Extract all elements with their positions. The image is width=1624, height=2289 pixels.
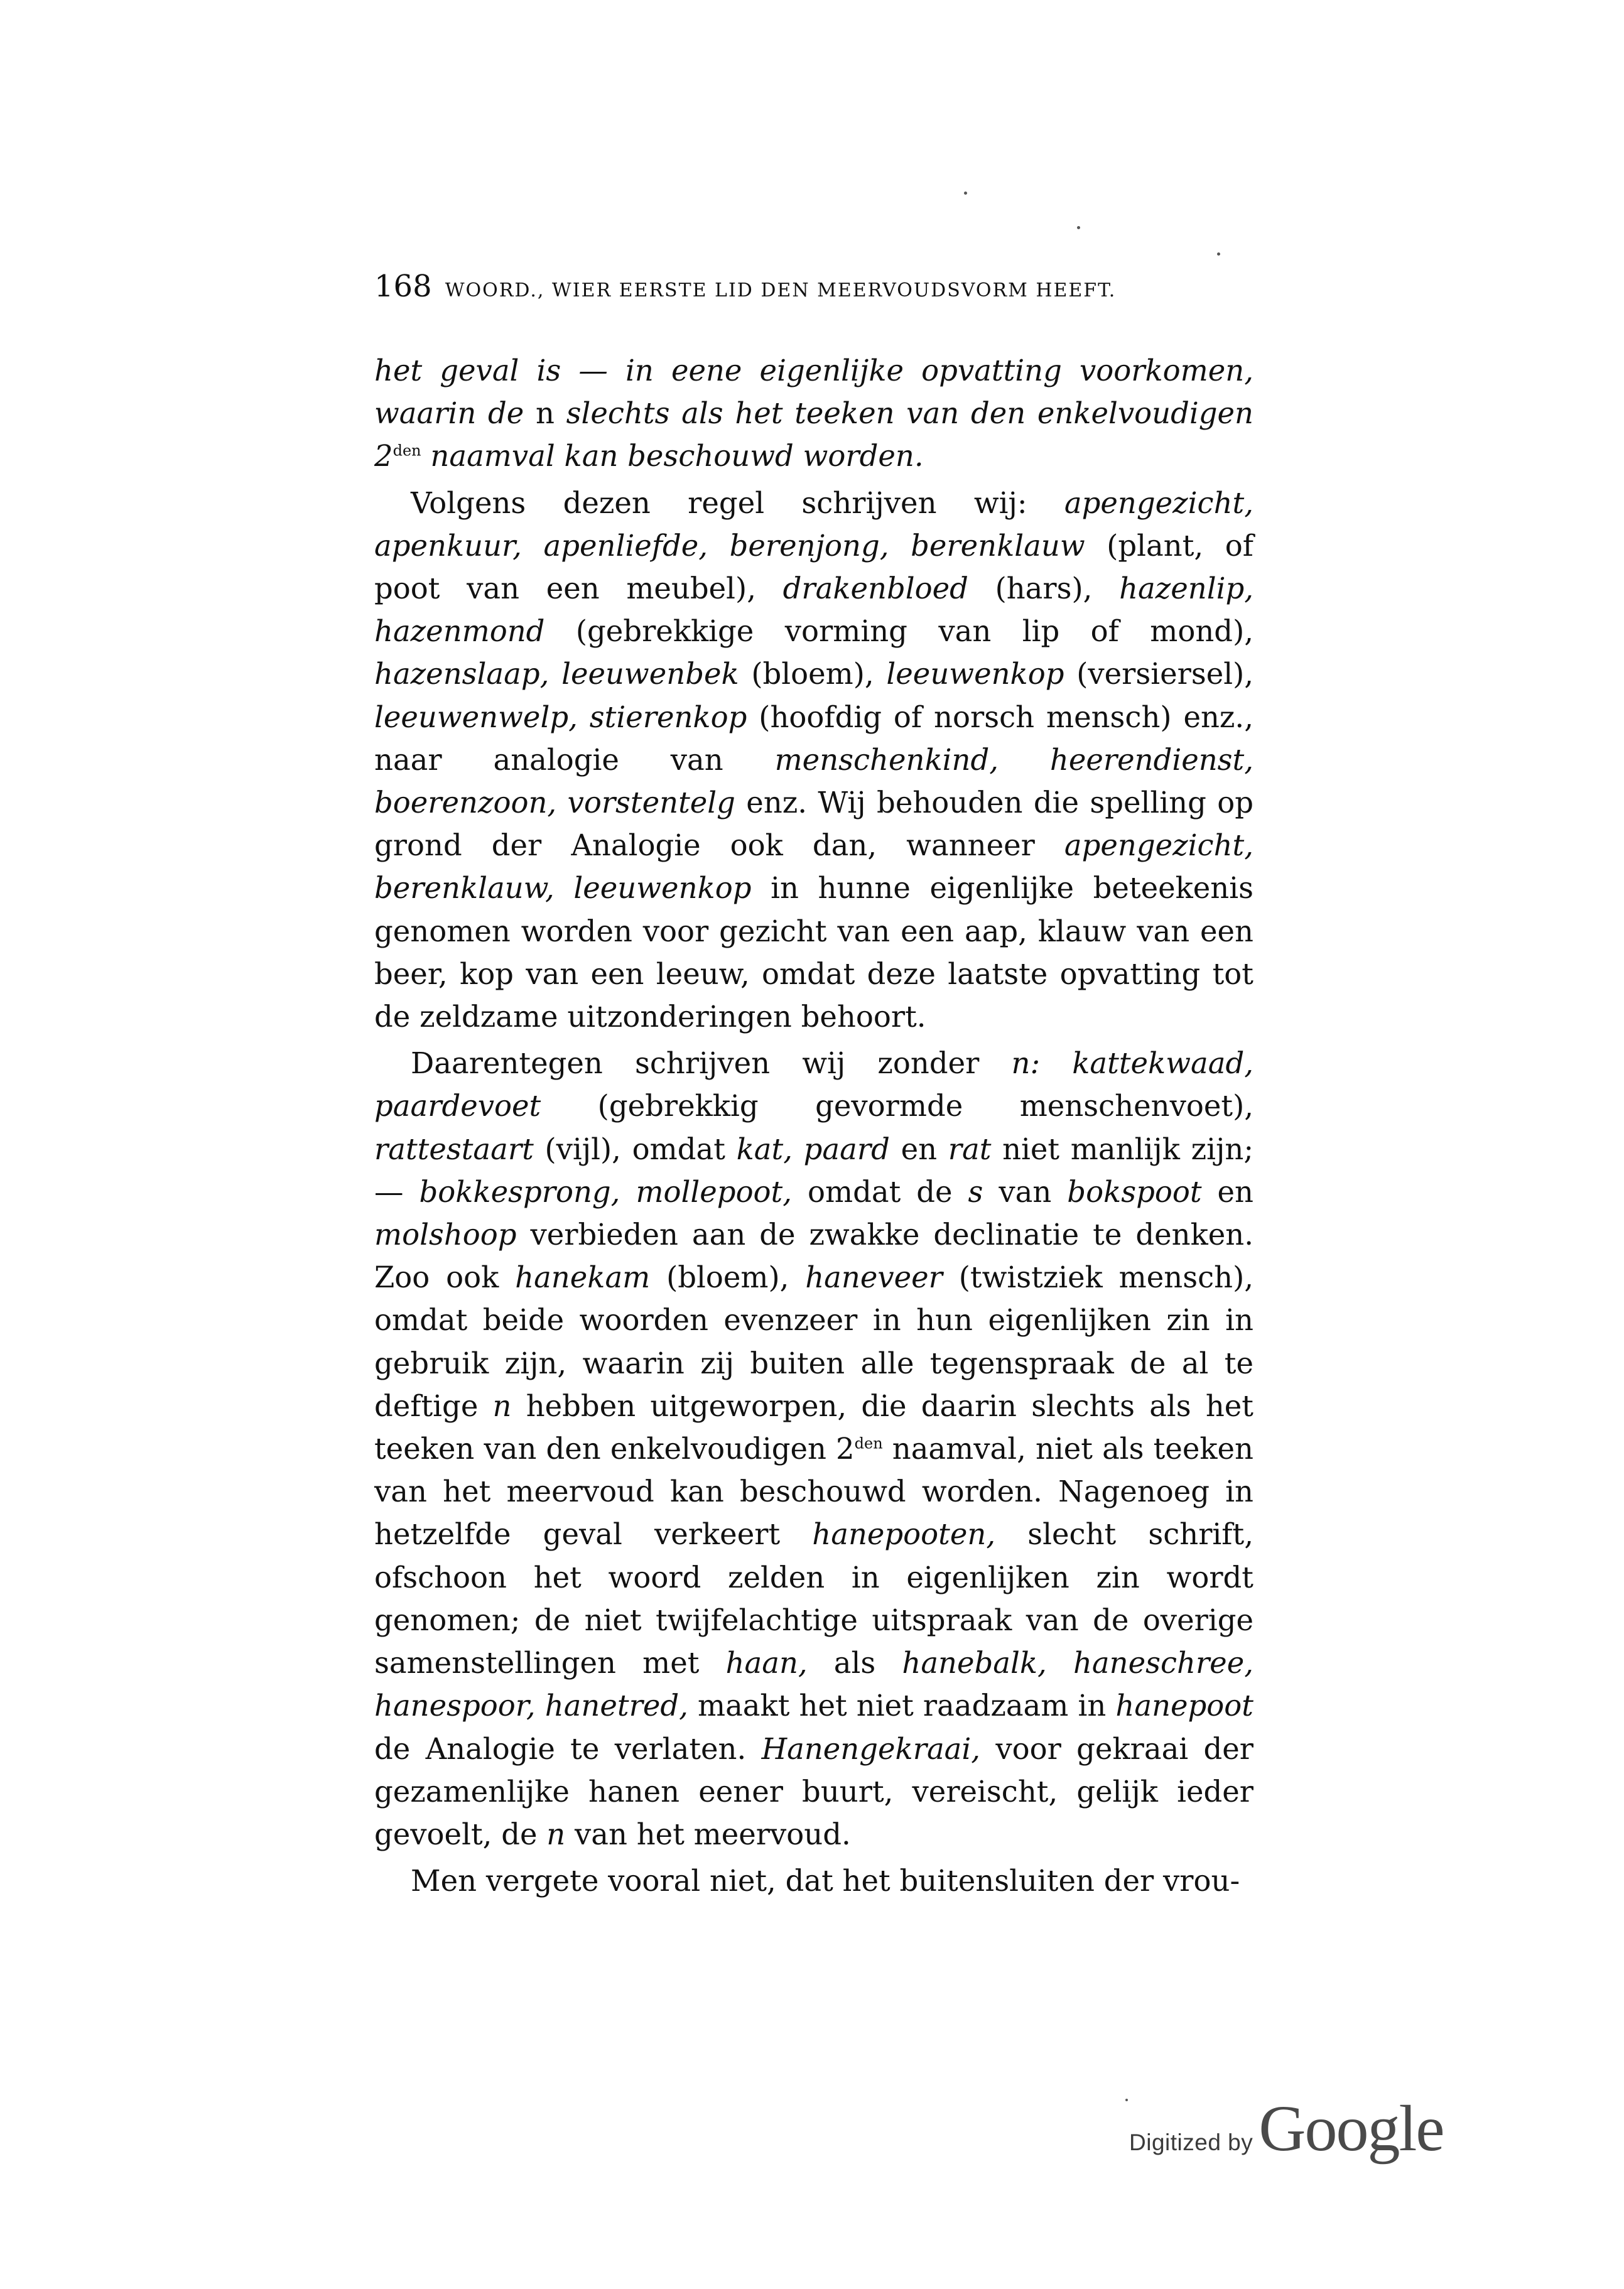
text-span: Daarentegen schrijven wij zonder [411, 1046, 1012, 1081]
page-number: 168 [374, 269, 432, 304]
italic-span: apengezicht, berenklauw, leeuwenkop [374, 828, 1253, 906]
italic-span: rat [948, 1132, 992, 1166]
italic-span: leeuwenwelp, stierenkop [374, 700, 747, 734]
text-span: als [807, 1646, 902, 1680]
text-span: Volgens dezen regel schrijven wij: [411, 485, 1064, 520]
text-span: (vijl), omdat [533, 1132, 737, 1166]
italic-span: hanepoot [1115, 1689, 1253, 1723]
text-span: (versiersel), [1064, 657, 1254, 691]
italic-span: menschenkind, heerendienst, boerenzoon, vorstentelg [374, 742, 1253, 820]
text-span: van [983, 1174, 1068, 1209]
digitized-label: Digitized by [1129, 2129, 1253, 2155]
scan-speck [1125, 2099, 1128, 2101]
text-span: voor gekraai der gezamenlijke hanen eener buurt, vereischt, gelijk ieder gevoelt, de [374, 1731, 1253, 1851]
text-span [1040, 1046, 1072, 1080]
scan-speck [1217, 252, 1220, 256]
paragraph-2 [374, 482, 1253, 1039]
paragraph-1 [374, 349, 1253, 478]
text-span: enz. Wij behouden die spelling op grond der Analogie ook dan, wanneer [374, 786, 1253, 863]
italic-span: n [546, 1817, 566, 1851]
text-span: en [889, 1132, 948, 1166]
text-span: (bloem), [650, 1260, 806, 1295]
italic-span: Hanengekraai, [761, 1731, 981, 1766]
italic-span: kattekwaad, paardevoet [374, 1046, 1254, 1123]
italic-span: hazenslaap, leeuwenbek [374, 657, 739, 691]
text-span: (twistziek mensch), omdat beide woorden evenzeer in hun eigenlijken zin in gebruik zijn, waarin zij buiten alle tegenspraak de al te deftige [374, 1260, 1254, 1423]
running-header [374, 269, 1228, 319]
italic-span: n [492, 1388, 512, 1423]
italic-span: s [968, 1174, 983, 1209]
scan-speck [964, 192, 967, 195]
text-span: van het meervoud. [565, 1817, 851, 1851]
italic-span: hanebalk, haneschree, hanespoor, hanetred, [374, 1646, 1253, 1723]
italic-span: rattestaart [374, 1132, 534, 1166]
text-span: n [536, 396, 555, 431]
text-span: (hars), [968, 571, 1120, 606]
text-span: in hunne eigenlijke beteekenis genomen worden voor gezicht van een aap, klauw van een beer, kop van een leeuw, omdat deze laatste opvatting tot de zeldzame uitzonderingen behoort. [374, 871, 1253, 1034]
italic-span: naamval kan beschouwd worden. [421, 439, 924, 473]
text-span: verbieden aan de zwakke declinatie te denken. Zoo ook [374, 1218, 1253, 1295]
body-text [374, 349, 1253, 1902]
text-span: (hoofdig of norsch mensch) enz., naar analogie van [374, 700, 1253, 777]
italic-span: hanepooten, [812, 1517, 996, 1552]
text-span: (gebrekkig gevormde menschenvoet), [541, 1089, 1253, 1123]
text-span: naamval, niet als teeken van het meervoud kan beschouwd worden. Nagenoeg in hetzelfde geval verkeert [374, 1432, 1254, 1552]
text-span: niet manlijk zijn; — [374, 1132, 1254, 1209]
text-span: slecht schrift, ofschoon het woord zelden in eigenlijken zin wordt genomen; de niet twijfelachtige uitspraak van de overige samenstellingen met [374, 1517, 1253, 1680]
google-logo: Google [1259, 2092, 1444, 2165]
paragraph-3 [374, 1042, 1253, 1856]
italic-span: bokspoot [1067, 1174, 1202, 1209]
italic-span: apengezicht, apenkuur, apenliefde, berenjong, berenklauw [374, 485, 1253, 563]
italic-span: molshoop [374, 1218, 517, 1252]
italic-span: haan, [725, 1646, 808, 1680]
superscript: den [392, 441, 421, 460]
text-span: (bloem), [739, 657, 887, 691]
text-span: en [1201, 1174, 1253, 1209]
running-title: WOORD., WIER EERSTE LID DEN MEERVOUDSVORM HEEFT. [445, 279, 1117, 301]
text-span: (plant, of poot van een meubel), [374, 528, 1253, 606]
text-span: hebben uitgeworpen, die daarin slechts als het teeken van den enkelvoudigen 2 [374, 1388, 1253, 1466]
italic-span: slechts als het teeken van den enkelvoudigen 2 [374, 396, 1254, 473]
text-span: (gebrekkige vorming van lip of mond), [544, 614, 1253, 649]
text-span: maakt het niet raadzaam in [688, 1689, 1116, 1723]
digitized-by-google-watermark [1129, 2091, 1444, 2166]
italic-span: hanekam [515, 1260, 651, 1295]
italic-span: drakenbloed [782, 571, 968, 606]
superscript: den [854, 1434, 883, 1453]
italic-span: kat, paard [736, 1132, 890, 1166]
italic-span: leeuwenkop [886, 657, 1064, 691]
scan-speck [1077, 226, 1080, 229]
italic-span: haneveer [805, 1260, 943, 1295]
text-span: de Analogie te verlaten. [374, 1731, 762, 1766]
italic-span: hazenlip, hazenmond [374, 571, 1253, 649]
text-span: omdat de [792, 1174, 968, 1209]
italic-span: bokkesprong, mollepoot, [419, 1174, 793, 1209]
paragraph-4: Men vergete vooral niet, dat het buitensluiten der vrou- [411, 1864, 1240, 1898]
italic-span: n: [1011, 1046, 1041, 1081]
italic-span: het geval is — in eene eigenlijke opvatting voorkomen, waarin de [374, 354, 1253, 431]
